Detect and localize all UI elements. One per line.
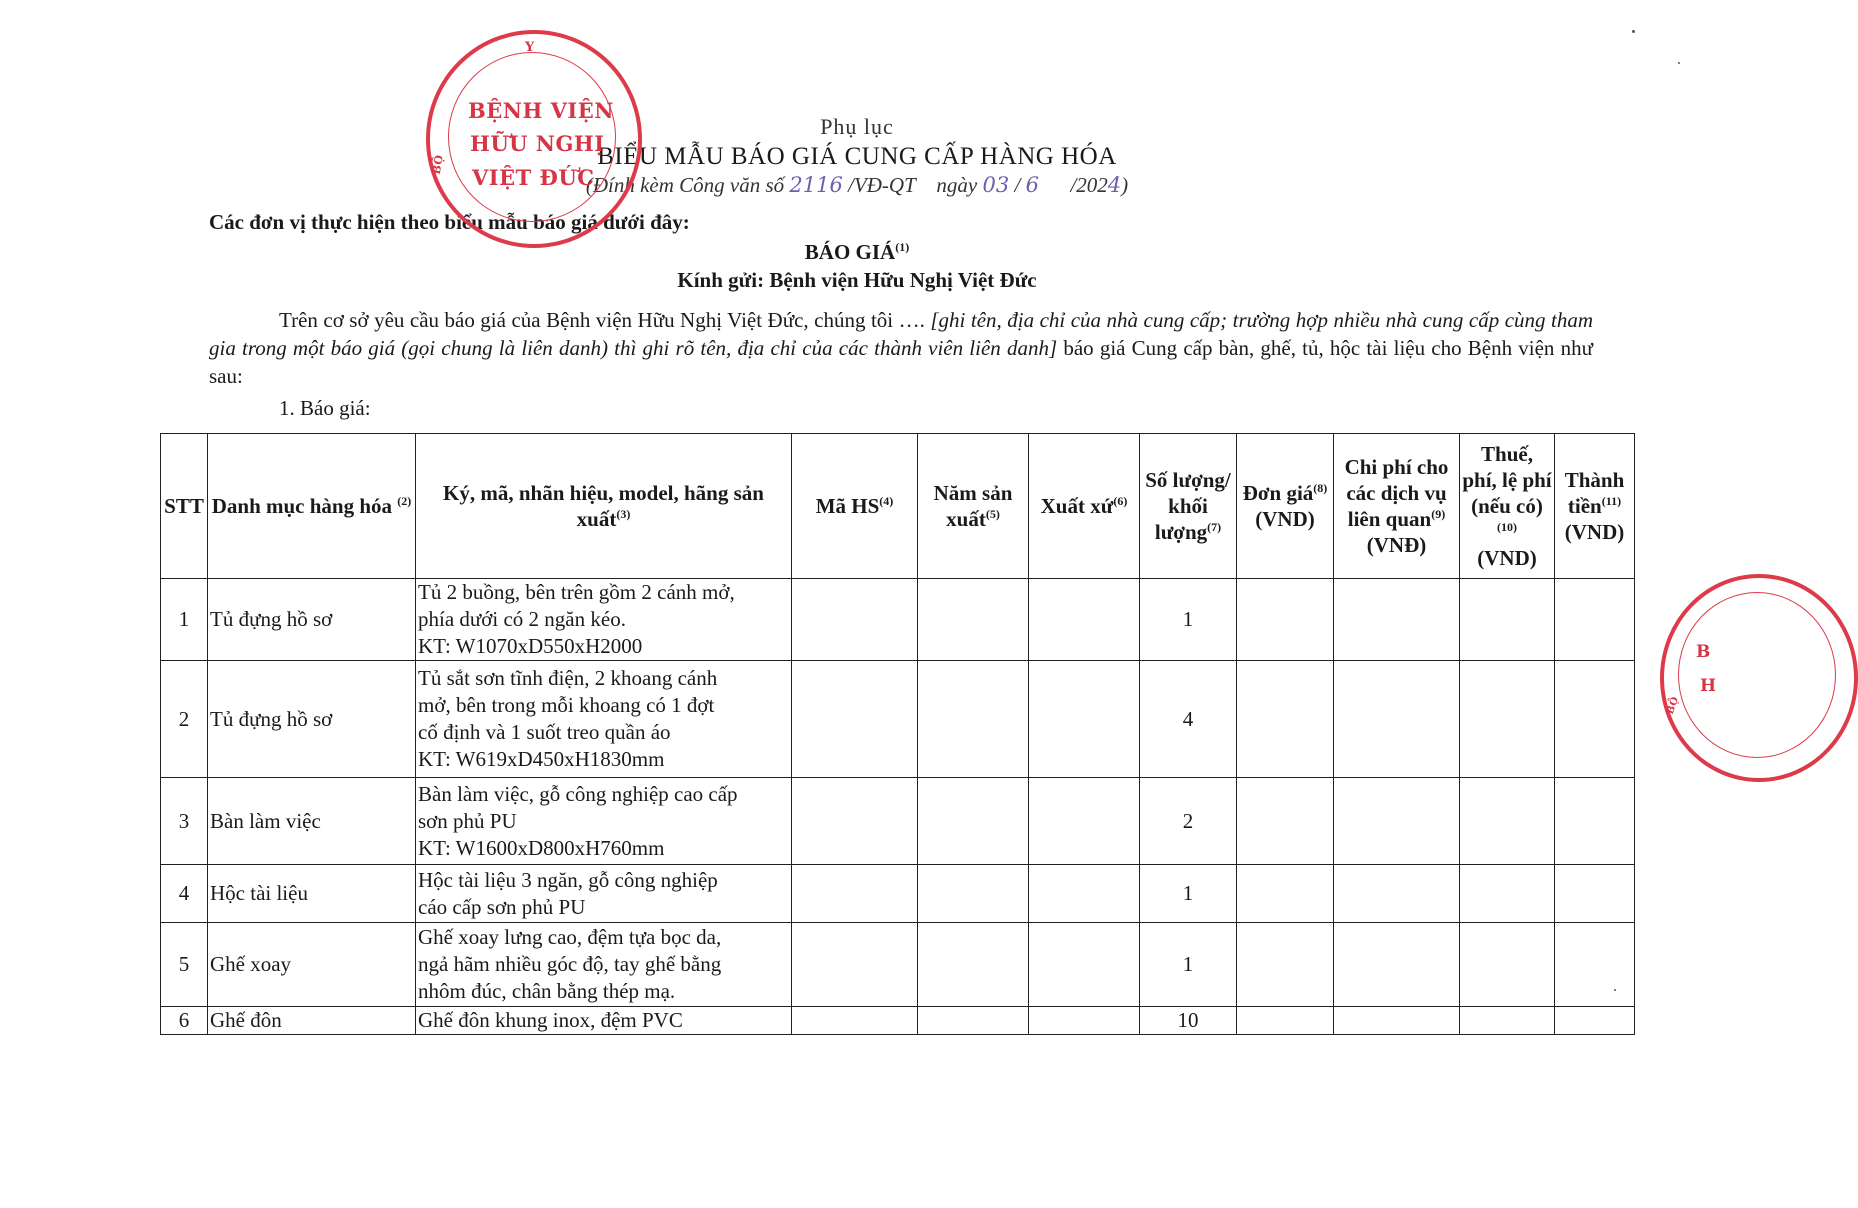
cell-qty: 1 bbox=[1140, 865, 1237, 923]
quote-title-text: BÁO GIÁ bbox=[804, 240, 896, 264]
cell-hs bbox=[792, 661, 918, 778]
cell-desc: Hộc tài liệu 3 ngăn, gỗ công nghiệp cáo cấp sơn phủ PU bbox=[416, 865, 792, 923]
cell-service bbox=[1334, 579, 1460, 661]
header-tax: Thuế, phí, lệ phí (nếu có)$^{(10)}$ (VND) bbox=[1460, 434, 1555, 579]
cell-hs bbox=[792, 1007, 918, 1035]
table-row bbox=[161, 1007, 1635, 1035]
table-row bbox=[161, 778, 1635, 865]
cell-stt: 6 bbox=[161, 1007, 208, 1035]
quote-table bbox=[160, 433, 1635, 1035]
header-service-cost: Chi phí cho các dịch vụ liên quan$^{(9)}$ (VNĐ) bbox=[1334, 434, 1460, 579]
cell-desc: Ghế xoay lưng cao, đệm tựa bọc da, ngả hãm nhiều góc độ, tay ghế bằng nhôm đúc, chân bằng thép mạ. bbox=[416, 923, 792, 1007]
cell-qty: 4 bbox=[1140, 661, 1237, 778]
cell-item: Bàn làm việc bbox=[208, 778, 416, 865]
intro-line: Các đơn vị thực hiện theo biểu mẫu báo giá dưới đây: bbox=[209, 210, 690, 234]
cell-price bbox=[1237, 661, 1334, 778]
cell-total bbox=[1555, 865, 1635, 923]
stamp-line-2: HỮU NGHỊ bbox=[470, 131, 605, 156]
edge-stamp-rim: BỘ bbox=[1664, 695, 1682, 716]
cell-qty: 2 bbox=[1140, 778, 1237, 865]
para-start: Trên cơ sở yêu cầu báo giá của Bệnh viện Hữu Nghị Việt Đức, chúng tôi …. bbox=[279, 308, 925, 332]
table-row bbox=[161, 865, 1635, 923]
edge-stamp-inner-ring bbox=[1678, 592, 1836, 758]
cell-qty: 10 bbox=[1140, 1007, 1237, 1035]
cell-desc: Tủ 2 buồng, bên trên gồm 2 cánh mở, phía dưới có 2 ngăn kéo. KT: W1070xD550xH2000 bbox=[416, 579, 792, 661]
cell-hs bbox=[792, 579, 918, 661]
cell-item: Hộc tài liệu bbox=[208, 865, 416, 923]
cell-year bbox=[918, 1007, 1029, 1035]
appendix-label: Phụ lục bbox=[820, 114, 894, 139]
cell-year bbox=[918, 778, 1029, 865]
stamp-line-1: BỆNH VIỆN bbox=[468, 98, 614, 123]
table-row bbox=[161, 923, 1635, 1007]
scan-speck bbox=[1614, 989, 1616, 991]
cell-tax bbox=[1460, 661, 1555, 778]
section-heading: 1. Báo giá: bbox=[279, 396, 371, 420]
cell-origin bbox=[1029, 923, 1140, 1007]
doc-suffix: /VĐ-QT bbox=[848, 173, 916, 197]
cell-stt: 5 bbox=[161, 923, 208, 1007]
cell-price bbox=[1237, 778, 1334, 865]
cell-total bbox=[1555, 661, 1635, 778]
cell-price bbox=[1237, 923, 1334, 1007]
header-origin: Xuất xứ$^{(6)}$ bbox=[1029, 434, 1140, 579]
date-label: ngày bbox=[936, 173, 978, 197]
cell-service bbox=[1334, 923, 1460, 1007]
para-italic: [ghi tên, địa chỉ của nhà cung cấp; trường hợp nhiều nhà cung cấp cùng tham gia trong một báo giá (gọi chung là liên danh) thì ghi rõ tên, địa chỉ của các thành viên liên danh] bbox=[209, 308, 1594, 360]
cell-price bbox=[1237, 1007, 1334, 1035]
cell-stt: 3 bbox=[161, 778, 208, 865]
form-title: BIỂU MẪU BÁO GIÁ CUNG CẤP HÀNG HÓA bbox=[597, 143, 1117, 170]
header-stt: STT bbox=[161, 434, 208, 579]
cell-tax bbox=[1460, 923, 1555, 1007]
table-header-row bbox=[161, 434, 1635, 579]
edge-stamp-text-2: H bbox=[1700, 676, 1717, 696]
header-year: Năm sản xuất$^{(5)}$ bbox=[918, 434, 1029, 579]
cell-origin bbox=[1029, 661, 1140, 778]
date-year-prefix: /202 bbox=[1070, 173, 1108, 197]
date-year-digit: 4 bbox=[1107, 173, 1122, 197]
cell-total bbox=[1555, 923, 1635, 1007]
cell-year bbox=[918, 865, 1029, 923]
cell-price bbox=[1237, 865, 1334, 923]
cell-service bbox=[1334, 1007, 1460, 1035]
cell-year bbox=[918, 579, 1029, 661]
cell-desc: Bàn làm việc, gỗ công nghiệp cao cấp sơn phủ PU KT: W1600xD800xH760mm bbox=[416, 778, 792, 865]
quote-title-note: (1) bbox=[895, 240, 910, 254]
cell-stt: 1 bbox=[161, 579, 208, 661]
date-day: 03 bbox=[982, 173, 1010, 197]
date-close: ) bbox=[1121, 173, 1129, 197]
stamp-line-3: VIỆT ĐỨC bbox=[472, 165, 595, 190]
cell-origin bbox=[1029, 865, 1140, 923]
cell-origin bbox=[1029, 579, 1140, 661]
cell-price bbox=[1237, 579, 1334, 661]
table-row bbox=[161, 579, 1635, 661]
cell-total bbox=[1555, 1007, 1635, 1035]
stamp-rim-top: Y bbox=[525, 40, 535, 55]
stamp-rim-left: BỘ bbox=[429, 153, 447, 176]
cell-qty: 1 bbox=[1140, 923, 1237, 1007]
cell-desc: Ghế đôn khung inox, đệm PVC bbox=[416, 1007, 792, 1035]
cell-hs bbox=[792, 778, 918, 865]
cell-stt: 4 bbox=[161, 865, 208, 923]
date-month: 6 bbox=[1025, 173, 1039, 197]
doc-number: 2116 bbox=[789, 173, 843, 197]
scan-speck bbox=[1632, 30, 1635, 33]
cell-origin bbox=[1029, 1007, 1140, 1035]
cell-desc: Tủ sắt sơn tĩnh điện, 2 khoang cánh mở, bên trong mỗi khoang có 1 đợt cố định và 1 suốt treo quần áo KT: W619xD450xH1830mm bbox=[416, 661, 792, 778]
cell-tax bbox=[1460, 1007, 1555, 1035]
cell-qty: 1 bbox=[1140, 579, 1237, 661]
cell-total bbox=[1555, 778, 1635, 865]
cell-origin bbox=[1029, 778, 1140, 865]
para-end: báo giá Cung cấp bàn, ghế, tủ, hộc tài liệu cho Bệnh viện như sau: bbox=[209, 336, 1593, 388]
quote-addressee: Kính gửi: Bệnh viện Hữu Nghị Việt Đức bbox=[677, 268, 1037, 292]
cell-service bbox=[1334, 661, 1460, 778]
edge-stamp-text-1: B bbox=[1696, 642, 1711, 662]
scan-speck bbox=[1678, 62, 1680, 64]
cell-hs bbox=[792, 923, 918, 1007]
header-hs-code: Mã HS$^{(4)}$ bbox=[792, 434, 918, 579]
cell-tax bbox=[1460, 579, 1555, 661]
header-unit-price: Đơn giá$^{(8)}$ (VND) bbox=[1237, 434, 1334, 579]
cell-tax bbox=[1460, 778, 1555, 865]
cell-service bbox=[1334, 865, 1460, 923]
cell-stt: 2 bbox=[161, 661, 208, 778]
attachment-line: (Đính kèm Công văn số 2116 /VĐ-QT ngày 03 / 6 /2024) bbox=[585, 173, 1129, 197]
table-row bbox=[161, 661, 1635, 778]
cell-service bbox=[1334, 778, 1460, 865]
cell-item: Ghế xoay bbox=[208, 923, 416, 1007]
cell-item: Tủ đựng hồ sơ bbox=[208, 579, 416, 661]
header-item: Danh mục hàng hóa $^{(2)}$ bbox=[208, 434, 416, 579]
attach-prefix: (Đính kèm Công văn số bbox=[585, 173, 785, 197]
intro-paragraph bbox=[209, 306, 1593, 390]
cell-total bbox=[1555, 579, 1635, 661]
cell-year bbox=[918, 923, 1029, 1007]
header-total: Thành tiền$^{(11)}$ (VND) bbox=[1555, 434, 1635, 579]
header-brand: Ký, mã, nhãn hiệu, model, hãng sản xuất$^{(3)}$ bbox=[416, 434, 792, 579]
cell-item: Tủ đựng hồ sơ bbox=[208, 661, 416, 778]
cell-item: Ghế đôn bbox=[208, 1007, 416, 1035]
cell-hs bbox=[792, 865, 918, 923]
cell-tax bbox=[1460, 865, 1555, 923]
cell-year bbox=[918, 661, 1029, 778]
header-quantity: Số lượng/ khối lượng$^{(7)}$ bbox=[1140, 434, 1237, 579]
quote-title bbox=[0, 240, 1714, 265]
